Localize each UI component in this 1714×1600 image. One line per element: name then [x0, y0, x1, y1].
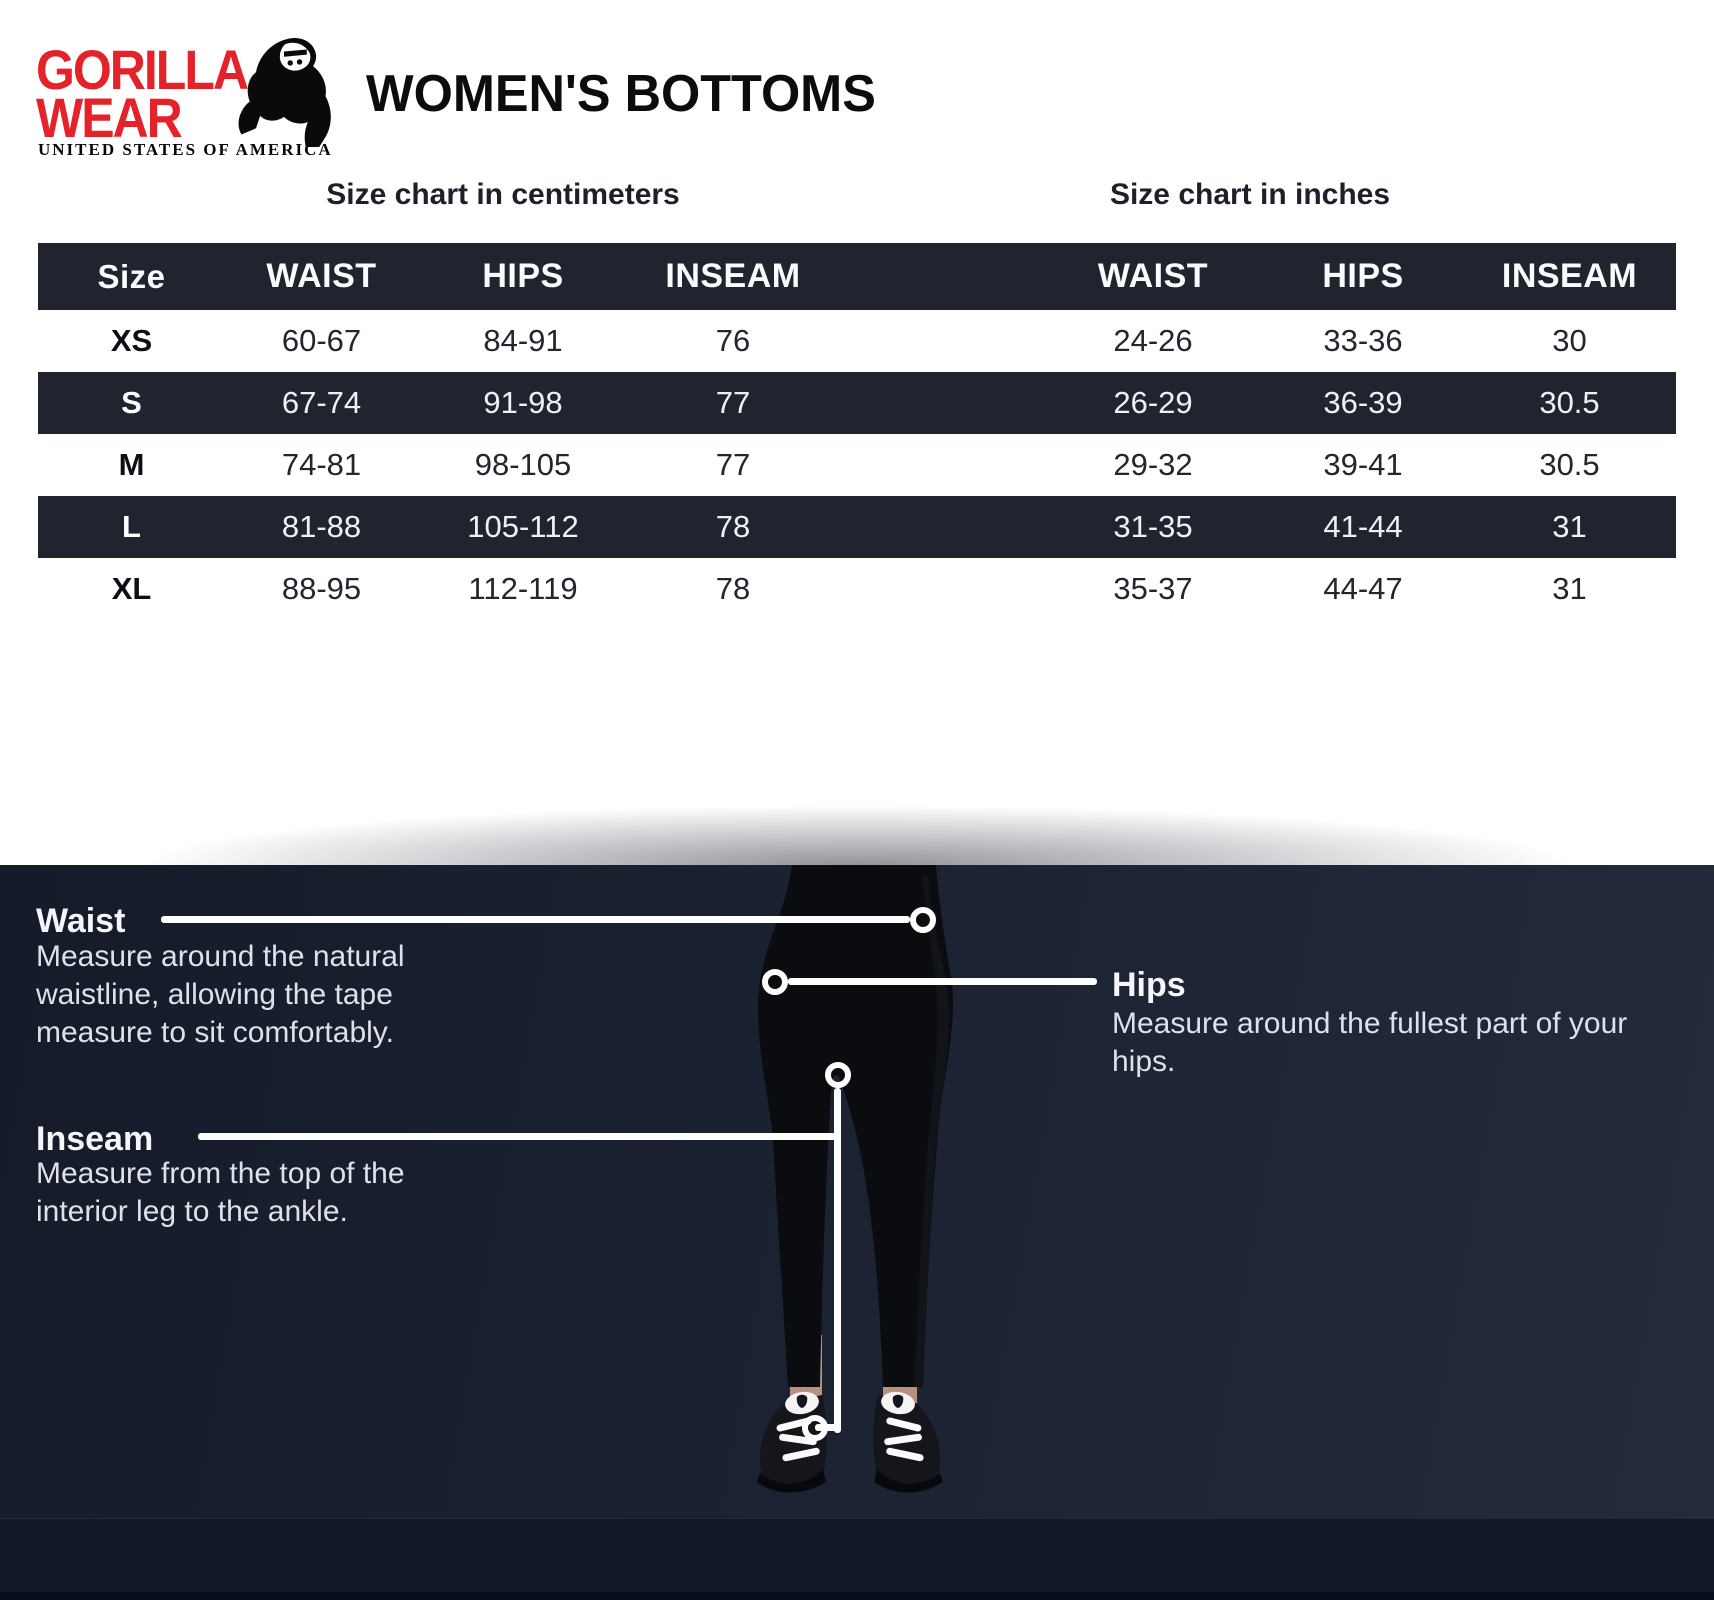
header-waist-in: WAIST	[1097, 257, 1209, 295]
cell-in-inseam: 30	[1552, 323, 1587, 358]
table-row-xs	[38, 310, 1676, 372]
cell-cm-waist: 74-81	[281, 447, 362, 482]
cell-in-waist: 31-35	[1113, 509, 1193, 544]
cell-size: XL	[111, 571, 152, 606]
cell-cm-inseam: 78	[715, 571, 751, 606]
inseam-vertical-line	[834, 1088, 841, 1433]
header-hips-cm: HIPS	[482, 257, 564, 295]
waist-pointer-line	[161, 916, 910, 923]
hips-description: Measure around the fullest part of your hips.	[1112, 1007, 1628, 1078]
cell-in-inseam: 31	[1552, 509, 1587, 544]
inseam-ankle-marker-ring	[802, 1415, 828, 1441]
logo-word-wear: WEAR	[36, 86, 181, 150]
cell-cm-waist: 60-67	[281, 323, 362, 358]
header-inseam-cm: INSEAM	[665, 257, 801, 295]
logo-word-gorilla: GORILLA	[36, 38, 247, 102]
cell-size: L	[122, 509, 141, 544]
cell-in-waist: 24-26	[1113, 323, 1193, 358]
cell-in-hips: 44-47	[1323, 571, 1403, 606]
cell-cm-hips: 105-112	[467, 509, 579, 544]
gorilla-icon	[232, 36, 336, 148]
floor-edge-strip	[0, 1592, 1714, 1600]
cell-in-inseam: 30.5	[1539, 385, 1600, 420]
cell-in-hips: 36-39	[1323, 385, 1403, 420]
inseam-label: Inseam	[36, 1120, 154, 1158]
cell-in-hips: 39-41	[1323, 447, 1403, 482]
cell-cm-inseam: 78	[715, 509, 751, 544]
hips-label: Hips	[1112, 966, 1186, 1004]
floor	[0, 1518, 1714, 1593]
cell-in-hips: 41-44	[1323, 509, 1403, 544]
inseam-description: Measure from the top of the interior leg to the ankle.	[36, 1157, 405, 1228]
waist-marker-ring	[910, 907, 936, 933]
cell-in-waist: 35-37	[1113, 571, 1193, 606]
left-sneaker	[757, 1389, 827, 1492]
right-sneaker	[873, 1389, 943, 1492]
cell-in-inseam: 31	[1552, 571, 1587, 606]
table-row-l	[38, 496, 1676, 558]
cell-size: XS	[110, 323, 153, 358]
inch-chart-title: Size chart in inches	[1109, 178, 1391, 211]
cell-in-hips: 33-36	[1323, 323, 1403, 358]
inseam-top-marker-ring	[825, 1062, 851, 1088]
cell-cm-hips: 84-91	[483, 323, 563, 358]
cell-cm-inseam: 77	[715, 385, 751, 420]
cell-cm-waist: 67-74	[281, 385, 362, 420]
header-size: Size	[97, 257, 166, 295]
cell-size: S	[121, 385, 142, 420]
measurement-guide-section	[0, 865, 1714, 1600]
size-table	[38, 243, 1676, 620]
section-transition-shadow	[0, 786, 1714, 865]
cell-cm-inseam: 77	[715, 447, 751, 482]
table-header-row	[38, 243, 1676, 310]
header-inseam-in: INSEAM	[1501, 257, 1638, 295]
table-row-m	[38, 434, 1676, 496]
waist-label: Waist	[36, 902, 126, 940]
gorilla-wear-logo	[36, 36, 336, 166]
waist-description: Measure around the natural waistline, allowing the tape measure to sit comfortably.	[36, 940, 405, 1049]
cell-in-waist: 29-32	[1113, 447, 1193, 482]
cell-in-waist: 26-29	[1113, 385, 1193, 420]
cell-cm-inseam: 76	[715, 323, 751, 358]
cell-cm-hips: 112-119	[468, 571, 578, 606]
page-title: WOMEN'S BOTTOMS	[366, 65, 876, 123]
table-row-s	[38, 372, 1676, 434]
cell-size: M	[118, 447, 145, 482]
cell-cm-hips: 98-105	[474, 447, 572, 482]
hips-marker-ring	[762, 969, 788, 995]
model-legs-image	[700, 865, 1000, 1505]
header-hips-in: HIPS	[1322, 257, 1404, 295]
table-row-xl	[38, 558, 1676, 620]
cell-cm-hips: 91-98	[483, 385, 563, 420]
cell-cm-waist: 88-95	[281, 571, 362, 606]
cm-chart-title: Size chart in centimeters	[326, 178, 680, 211]
hips-pointer-line	[788, 978, 1097, 985]
header-waist-cm: WAIST	[266, 257, 377, 295]
logo-country-line: UNITED STATES OF AMERICA	[38, 140, 333, 159]
cell-in-inseam: 30.5	[1539, 447, 1600, 482]
cell-cm-waist: 81-88	[281, 509, 362, 544]
inseam-pointer-line	[198, 1133, 841, 1140]
